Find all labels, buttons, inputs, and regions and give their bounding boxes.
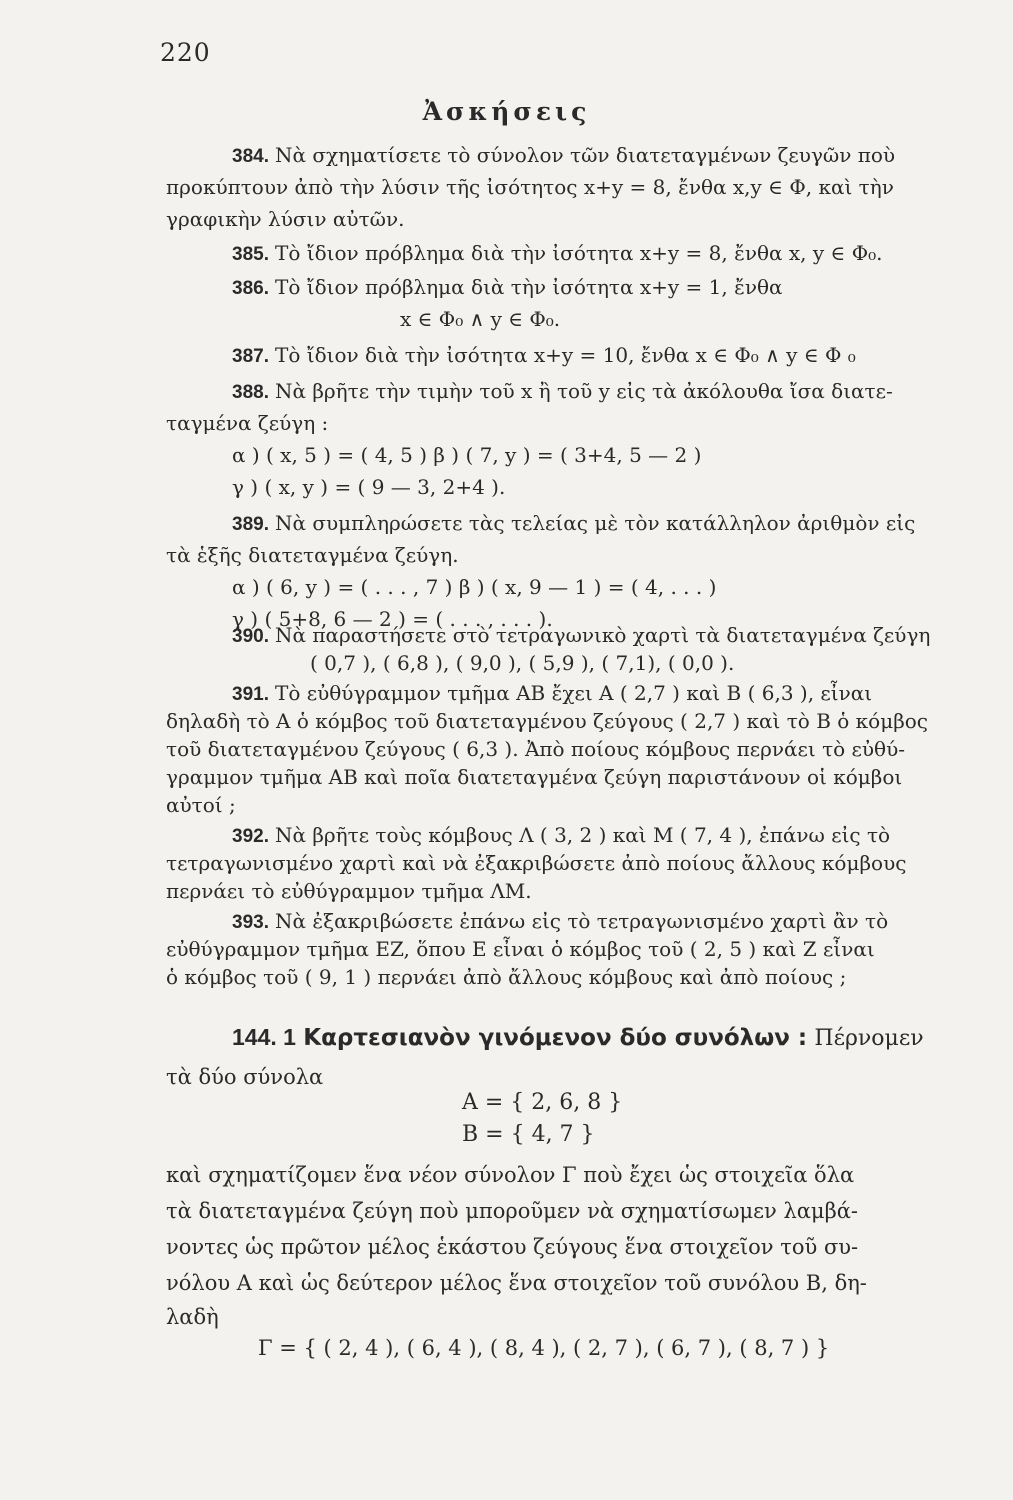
exercise-387: 387. Τὸ ἴδιον διὰ τὴν ἰσότητα x+y = 10, ἔνθα x ∈ Φ₀ ∧ y ∈ Φ ₀ — [232, 343, 856, 367]
set-gamma: Γ = { ( 2, 4 ), ( 6, 4 ), ( 8, 4 ), ( 2, 7 ), ( 6, 7 ), ( 8, 7 ) } — [258, 1336, 830, 1360]
exercises-heading: Ἀσκήσεις — [422, 97, 591, 126]
exercise-393-line-1: 393. Νὰ ἐξακριβώσετε ἐπάνω εἰς τὸ τετραγωνισμένο χαρτὶ ἂν τὸ — [232, 909, 889, 933]
section-title: Καρτεσιανὸν γινόμενον δύο συνόλων : — [303, 1025, 808, 1051]
exercise-number: 393. — [232, 912, 269, 933]
exercise-number: 390. — [232, 626, 269, 647]
exercise-389-line-3: α ) ( 6, y ) = ( . . . , 7 ) β ) ( x, 9 — 1 ) = ( 4, . . . ) — [232, 575, 717, 599]
page-number: 220 — [160, 38, 211, 67]
section-number: 144. 1 — [232, 1024, 296, 1050]
exercise-number: 392. — [232, 826, 269, 847]
exercise-391-line-3: τοῦ διατεταγμένου ζεύγους ( 6,3 ). Ἀπὸ ποίους κόμβους περνάει τὸ εὐθύ- — [166, 737, 906, 761]
exercise-388-line-3: α ) ( x, 5 ) = ( 4, 5 ) β ) ( 7, y ) = ( 3+4, 5 — 2 ) — [232, 443, 702, 467]
section-text-start: Πέρνομεν — [814, 1026, 924, 1051]
exercise-386-line-1: 386. Τὸ ἴδιον πρόβλημα διὰ τὴν ἰσότητα x+y = 1, ἔνθα — [232, 275, 783, 299]
exercise-384-line-3: γραφικὴν λύσιν αὐτῶν. — [166, 207, 405, 231]
section-para-line-4: νόλου A καὶ ὡς δεύτερον μέλος ἕνα στοιχεῖον τοῦ συνόλου B, δη- — [166, 1271, 867, 1295]
exercise-384-line-2: προκύπτουν ἀπὸ τὴν λύσιν τῆς ἰσότητος x+y = 8, ἔνθα x,y ∈ Φ, καὶ τὴν — [166, 175, 894, 199]
exercise-389-line-1: 389. Νὰ συμπληρώσετε τὰς τελείας μὲ τὸν κατάλληλον ἀριθμὸν εἰς — [232, 511, 916, 535]
exercise-391-line-2: δηλαδὴ τὸ A ὁ κόμβος τοῦ διατεταγμένου ζεύγους ( 2,7 ) καὶ τὸ B ὁ κόμβος — [166, 709, 929, 733]
exercise-number: 385. — [232, 244, 269, 265]
exercise-391-line-5: αὐτοί ; — [166, 793, 236, 817]
section-para-line-2: τὰ διατεταγμένα ζεύγη ποὺ μποροῦμεν νὰ σχηματίσωμεν λαμβά- — [166, 1199, 858, 1223]
exercise-392-line-3: περνάει τὸ εὐθύγραμμον τμῆμα ΛΜ. — [166, 879, 532, 903]
section-para-line-3: νοντες ὡς πρῶτον μέλος ἑκάστου ζεύγους ἕνα στοιχεῖον τοῦ συ- — [166, 1235, 859, 1259]
exercise-389-line-4: γ ) ( 5+8, 6 — 2 ) = ( . . . , . . . ). — [232, 607, 553, 631]
exercise-391-line-4: γραμμον τμῆμα AB καὶ ποῖα διατεταγμένα ζεύγη παριστάνουν οἱ κόμβοι — [166, 765, 903, 789]
exercise-390-line-2: ( 0,7 ), ( 6,8 ), ( 9,0 ), ( 5,9 ), ( 7,1), ( 0,0 ). — [310, 651, 735, 675]
exercise-386-line-2: x ∈ Φ₀ ∧ y ∈ Φ₀. — [400, 307, 561, 331]
exercise-number: 388. — [232, 382, 269, 403]
exercise-number: 387. — [232, 346, 269, 367]
exercise-389-line-2: τὰ ἑξῆς διατεταγμένα ζεύγη. — [166, 543, 459, 567]
exercise-384-line-1: 384. Νὰ σχηματίσετε τὸ σύνολον τῶν διατεταγμένων ζευγῶν ποὺ — [232, 143, 896, 167]
set-a: A = { 2, 6, 8 } — [462, 1090, 623, 1115]
exercise-393-line-2: εὐθύγραμμον τμῆμα EZ, ὅπου E εἶναι ὁ κόμβος τοῦ ( 2, 5 ) καὶ Z εἶναι — [166, 937, 875, 961]
section-para-line-1: καὶ σχηματίζομεν ἕνα νέον σύνολον Γ ποὺ ἔχει ὡς στοιχεῖα ὅλα — [166, 1163, 855, 1187]
exercise-392-line-2: τετραγωνισμένο χαρτὶ καὶ νὰ ἐξακριβώσετε ἀπὸ ποίους ἄλλους κόμβους — [166, 851, 907, 875]
exercise-number: 384. — [232, 146, 269, 167]
section-heading — [232, 1024, 924, 1051]
exercise-392-line-1: 392. Νὰ βρῆτε τοὺς κόμβους Λ ( 3, 2 ) καὶ M ( 7, 4 ), ἐπάνω εἰς τὸ — [232, 823, 891, 847]
exercise-number: 391. — [232, 684, 269, 705]
exercise-391-line-1: 391. Τὸ εὐθύγραμμον τμῆμα AB ἔχει A ( 2,7 ) καὶ B ( 6,3 ), εἶναι — [232, 681, 873, 705]
exercise-393-line-3: ὁ κόμβος τοῦ ( 9, 1 ) περνάει ἀπὸ ἄλλους κόμβους καὶ ἀπὸ ποίους ; — [166, 965, 847, 989]
exercise-388-line-2: ταγμένα ζεύγη : — [166, 411, 329, 435]
exercise-number: 386. — [232, 278, 269, 299]
section-para-line-5: λαδὴ — [166, 1305, 219, 1329]
section-line-2: τὰ δύο σύνολα — [166, 1065, 324, 1089]
exercise-number: 389. — [232, 514, 269, 535]
exercise-385: 385. Τὸ ἴδιον πρόβλημα διὰ τὴν ἰσότητα x+y = 8, ἔνθα x, y ∈ Φ₀. — [232, 241, 883, 265]
exercise-388-line-1: 388. Νὰ βρῆτε τὴν τιμὴν τοῦ x ἢ τοῦ y εἰς τὰ ἀκόλουθα ἴσα διατε- — [232, 379, 893, 403]
exercise-388-line-4: γ ) ( x, y ) = ( 9 — 3, 2+4 ). — [232, 475, 506, 499]
exercise-390-line-1: 390. Νὰ παραστήσετε στὸ τετραγωνικὸ χαρτὶ τὰ διατεταγμένα ζεύγη — [232, 623, 931, 647]
set-b: B = { 4, 7 } — [462, 1122, 595, 1147]
